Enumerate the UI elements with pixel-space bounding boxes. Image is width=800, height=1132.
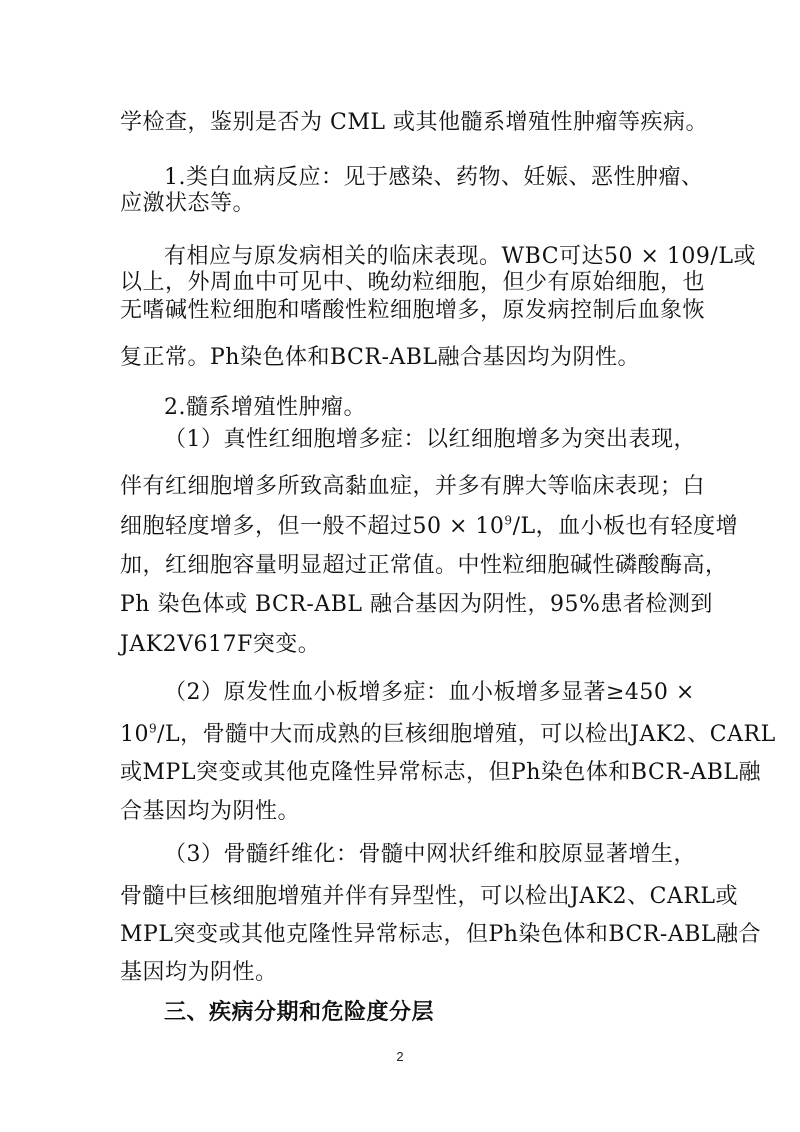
paragraph-line-11 bbox=[120, 512, 738, 542]
paragraph-line-4: 有相应与原发病相关的临床表现。WBC可达50 × 109/L或 bbox=[164, 244, 756, 269]
paragraph-line-22: 基因均为阴性。 bbox=[120, 960, 278, 985]
line-11-part-b: /L，血小板也有轻度增 bbox=[512, 514, 739, 539]
paragraph-line-12: 加，红细胞容量明显超过正常值。中性粒细胞碱性磷酸酶高， bbox=[120, 553, 728, 578]
line-16-part-a: 10 bbox=[120, 722, 149, 747]
paragraph-line-13: Ph 染色体或 BCR-ABL 融合基因为阴性，95%患者检测到 bbox=[120, 592, 713, 617]
paragraph-line-1: 学检查，鉴别是否为 CML 或其他髓系增殖性肿瘤等疾病。 bbox=[120, 110, 708, 135]
paragraph-line-6: 无嗜碱性粒细胞和嗜酸性粒细胞增多，原发病控制后血象恢 bbox=[120, 298, 706, 323]
paragraph-line-17: 或MPL突变或其他克隆性异常标志，但Ph染色体和BCR-ABL融 bbox=[120, 760, 761, 785]
paragraph-line-10: 伴有红细胞增多所致高黏血症，并多有脾大等临床表现；白 bbox=[120, 474, 706, 499]
paragraph-line-20: 骨髓中巨核细胞增殖并伴有异型性，可以检出JAK2、CARL或 bbox=[120, 884, 739, 909]
paragraph-line-5: 以上，外周血中可见中、晚幼粒细胞，但少有原始细胞，也 bbox=[120, 270, 706, 295]
paragraph-line-9: （1）真性红细胞增多症：以红细胞增多为突出表现， bbox=[164, 427, 696, 452]
superscript-9: 9 bbox=[149, 721, 158, 736]
paragraph-line-19: （3）骨髓纤维化：骨髓中网状纤维和胶原显著增生， bbox=[164, 842, 696, 867]
paragraph-line-3: 应激状态等。 bbox=[120, 191, 256, 216]
page-number: 2 bbox=[396, 1049, 404, 1064]
section-heading: 三、疾病分期和危险度分层 bbox=[164, 1000, 435, 1025]
paragraph-line-18: 合基因均为阴性。 bbox=[120, 799, 301, 824]
paragraph-line-8: 2.髓系增殖性肿瘤。 bbox=[164, 395, 366, 420]
paragraph-line-15: （2）原发性血小板增多症：血小板增多显著≥450 × bbox=[164, 680, 695, 705]
superscript-9: 9 bbox=[504, 513, 513, 528]
paragraph-line-14: JAK2V617F突变。 bbox=[120, 632, 321, 657]
paragraph-line-21: MPL突变或其他克隆性异常标志，但Ph染色体和BCR-ABL融合 bbox=[120, 922, 761, 947]
paragraph-line-16 bbox=[120, 720, 776, 750]
line-16-part-b: /L，骨髓中大而成熟的巨核细胞增殖，可以检出JAK2、CARL bbox=[157, 722, 776, 747]
paragraph-line-2: 1.类白血病反应：见于感染、药物、妊娠、恶性肿瘤、 bbox=[164, 165, 704, 190]
line-11-part-a: 细胞轻度增多，但一般不超过50 × 10 bbox=[120, 514, 505, 539]
paragraph-line-7: 复正常。Ph染色体和BCR-ABL融合基因均为阴性。 bbox=[120, 345, 641, 370]
